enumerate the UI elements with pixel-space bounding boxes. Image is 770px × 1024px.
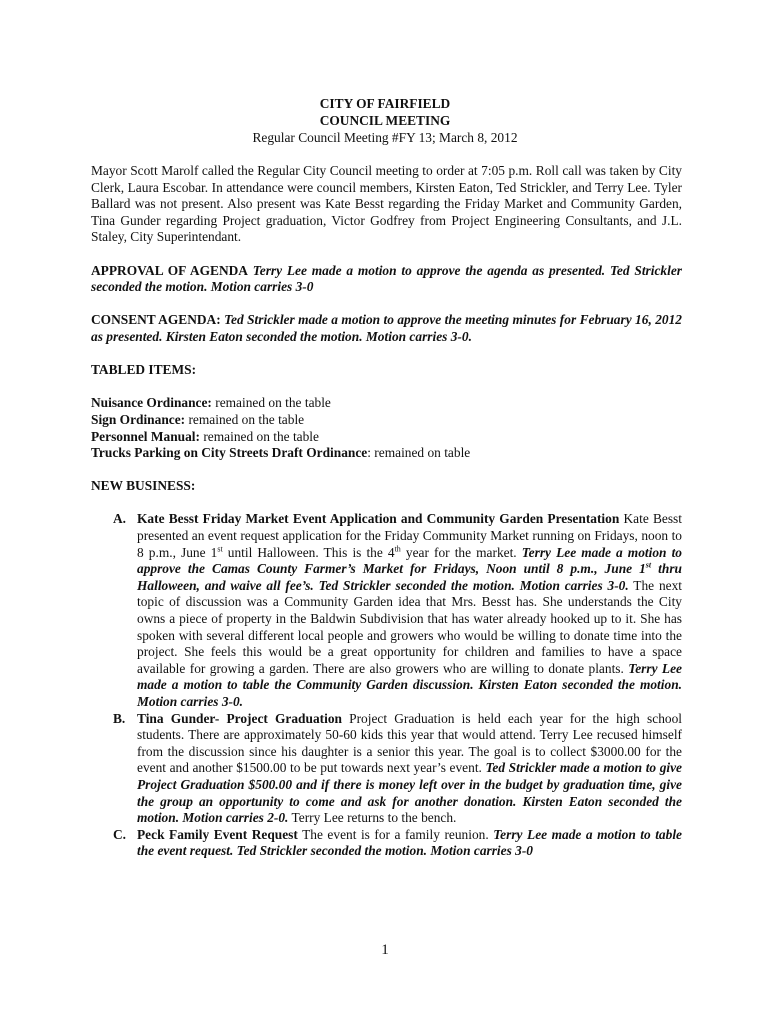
item-letter: C. bbox=[113, 826, 127, 842]
item-letter: B. bbox=[113, 710, 126, 726]
approval-label: APPROVAL OF AGENDA bbox=[91, 262, 248, 278]
list-item-b: B. Tina Gunder- Project Graduation Project Graduation is held each year for the high school students. There are approximately 50-60 kids this year that would attend. Terry Lee recused himself from the discussion since his daughter is a senior this year. The goal is to collect $3000.00 for the event and another $1500.00 to be put towards next year’s event. Ted Strickler made a motion to give Project Graduation $500.00 and if there is money left over in the budget by graduation time, give the group an opportunity to come and ask for another donation. Kirsten Eaton seconded the motion. Motion carries 2-0. Terry Lee returns to the bench. bbox=[113, 710, 683, 826]
motion-text: Terry Lee made a motion to table the event request. Ted Strickler seconded the motion. Motion carries 3-0 bbox=[137, 826, 682, 859]
consent-agenda bbox=[91, 312, 682, 345]
list-item-c: C. Peck Family Event Request The event is for a family reunion. Terry Lee made a motion to table the event request. Ted Strickler seconded the motion. Motion carries 3-0 bbox=[113, 826, 682, 859]
page-number: 1 bbox=[381, 942, 389, 958]
tabled-item: Trucks Parking on City Streets Draft Ordinance: remained on table bbox=[91, 445, 471, 461]
approval-motion: Terry Lee made a motion to approve the agenda as presented. Ted Strickler seconded the motion. Motion carries 3-0 bbox=[91, 262, 682, 295]
tabled-heading: TABLED ITEMS: bbox=[91, 362, 197, 378]
motion-text: Terry Lee made a motion to approve the Camas County Farmer’s Market for Fridays, Noon until 8 p.m., June 1 bbox=[137, 544, 682, 577]
intro-paragraph: Mayor Scott Marolf called the Regular City Council meeting to order at 7:05 p.m. Roll call was taken by City Clerk, Laura Escobar. In attendance were council members, Kirsten Eaton, Ted Strickler, and Terry Lee. Tyler Ballard was not present. Also present was Kate Besst regarding the Friday Market and Community Garden, Tina Gunder regarding Project graduation, Victor Godfrey from Project Engineering Consultants, and J.L. Staley, City Superintendant. bbox=[91, 163, 682, 245]
motion-text: Ted Strickler made a motion to give Project Graduation $500.00 and if there is money left over in the budget by graduation time, give the group an opportunity to come and ask for another donation. Kirsten Eaton seconded the motion. Motion carries 2-0. bbox=[137, 760, 683, 826]
document-header bbox=[0, 95, 770, 146]
approval-of-agenda bbox=[91, 263, 682, 296]
new-business-list bbox=[91, 511, 682, 859]
item-title: Kate Besst Friday Market Event Application and Community Garden Presentation bbox=[137, 511, 620, 527]
item-title: Tina Gunder- Project Graduation bbox=[137, 710, 342, 726]
new-business-heading: NEW BUSINESS: bbox=[91, 478, 196, 494]
meeting-subtitle: Regular Council Meeting #FY 13; March 8, 2012 bbox=[252, 130, 518, 145]
motion-text: Terry Lee made a motion to table the Community Garden discussion. Kirsten Eaton seconded the motion. Motion carries 3-0. bbox=[137, 660, 682, 709]
item-title: Peck Family Event Request bbox=[137, 826, 298, 842]
list-item-a: A. Kate Besst Friday Market Event Application and Community Garden Presentation Kate Besst presented an event request application for the Friday Community Market running on Fridays, noon to 8 p.m., June 1st until Halloween. This is the 4th year for the market. Terry Lee made a motion to approve the Camas County Farmer’s Market for Fridays, Noon until 8 p.m., June 1st thru Halloween, and waive all fee’s. Ted Strickler seconded the motion. Motion carries 3-0. The next topic of discussion was a Community Garden idea that Mrs. Besst has. She understands the City owns a piece of property in the Baldwin Subdivision that has water already hooked up to it. She has spoken with several different local people and growers who would be willing to donate time into the project. She feels this would be a great opportunity for children and families to have a space available for growing a garden. There are also growers who are willing to donate plants. Terry Lee made a motion to table the Community Garden discussion. Kirsten Eaton seconded the motion. Motion carries 3-0. bbox=[113, 511, 683, 709]
tabled-item: Personnel Manual: remained on the table bbox=[91, 428, 319, 444]
consent-motion: Ted Strickler made a motion to approve the meeting minutes for February 16, 2012 as presented. Kirsten Eaton seconded the motion. Motion carries 3-0. bbox=[91, 312, 682, 344]
tabled-item: Sign Ordinance: remained on the table bbox=[91, 411, 305, 427]
consent-label: CONSENT AGENDA: bbox=[91, 312, 221, 328]
document-body bbox=[91, 163, 682, 860]
tabled-item: Nuisance Ordinance: remained on the table bbox=[91, 395, 331, 411]
item-letter: A. bbox=[113, 511, 127, 527]
meeting-title: COUNCIL MEETING bbox=[319, 113, 451, 128]
city-name: CITY OF FAIRFIELD bbox=[319, 96, 451, 111]
